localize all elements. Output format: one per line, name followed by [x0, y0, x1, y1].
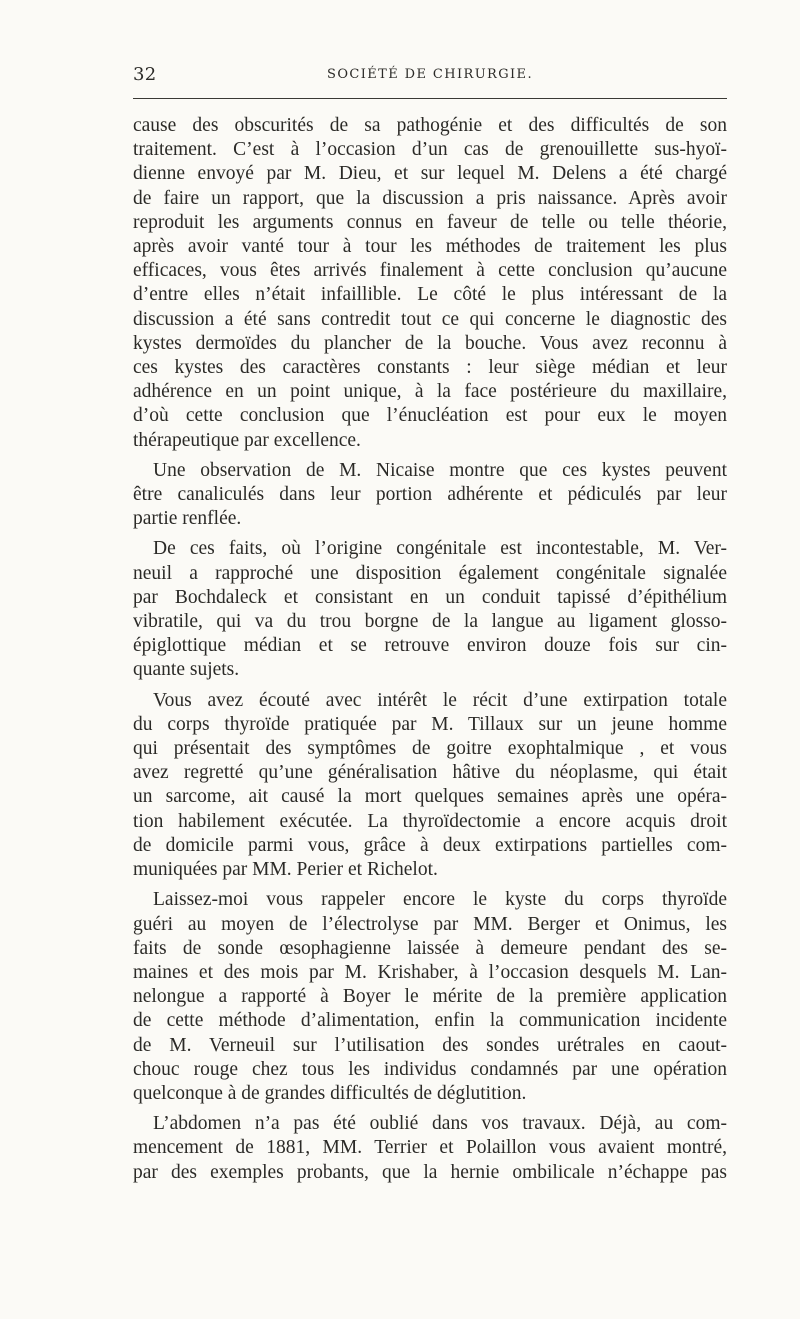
text-line: de M. Verneuil sur l’utilisation des sondes urétrales en caout-	[133, 1034, 727, 1056]
text-line: faits de sonde œsophagienne laissée à demeure pendant des se-	[133, 937, 727, 959]
paragraph	[133, 689, 727, 883]
text-line: partie renflée.	[133, 508, 242, 530]
text-line: épiglottique médian et se retrouve environ douze fois sur cin-	[133, 635, 727, 657]
paragraph	[133, 537, 727, 682]
text-line: un sarcome, ait causé la mort quelques semaines après une opéra-	[133, 786, 727, 808]
text-line: par des exemples probants, que la hernie ombilicale n’échappe pas	[133, 1161, 727, 1183]
text-line: vibratile, qui va du trou borgne de la langue au ligament glosso-	[133, 611, 727, 633]
text-line: traitement. C’est à l’occasion d’un cas de grenouillette sus-hyoï-	[133, 139, 727, 161]
page-number: 32	[133, 64, 157, 85]
page-header	[133, 60, 727, 90]
text-line: muniquées par MM. Perier et Richelot.	[133, 859, 438, 881]
text-line: tion habilement exécutée. La thyroïdectomie a encore acquis droit	[133, 810, 727, 832]
text-line: Vous avez écouté avec intérêt le récit d’une extirpation totale	[153, 689, 727, 711]
text-line: par Bochdaleck et consistant en un conduit tapissé d’épithélium	[133, 586, 727, 608]
text-line: neuil a rapproché une disposition également congénitale signalée	[133, 562, 727, 584]
text-line: thérapeutique par excellence.	[133, 429, 361, 451]
text-line: avez regretté qu’une généralisation hâtive du néoplasme, qui était	[133, 762, 727, 784]
text-line: de faire un rapport, que la discussion a pris naissance. Après avoir	[133, 187, 727, 209]
text-line: mencement de 1881, MM. Terrier et Polaillon vous avaient montré,	[133, 1137, 727, 1159]
text-line: de domicile parmi vous, grâce à deux extirpations partielles com-	[133, 834, 727, 856]
text-line: après avoir vanté tour à tour les méthodes de traitement les plus	[133, 236, 727, 258]
text-line: kystes dermoïdes du plancher de la bouche. Vous avez reconnu à	[133, 332, 727, 354]
text-line: De ces faits, où l’origine congénitale est incontestable, M. Ver-	[153, 538, 727, 560]
text-line: maines et des mois par M. Krishaber, à l’occasion desquels M. Lan-	[133, 961, 727, 983]
text-line: nelongue a rapporté à Boyer le mérite de la première application	[133, 986, 727, 1008]
text-line: Laissez-moi vous rappeler encore le kyste du corps thyroïde	[153, 889, 727, 911]
text-line: reproduit les arguments connus en faveur de telle ou telle théorie,	[133, 211, 727, 233]
paragraph	[133, 1112, 727, 1185]
text-line: quante sujets.	[133, 659, 240, 681]
text-line: discussion a été sans contredit tout ce qui concerne le diagnostic des	[133, 308, 727, 330]
text-line: cause des obscurités de sa pathogénie et des difficultés de son	[133, 115, 727, 136]
text-line: efficaces, vous êtes arrivés finalement à cette conclusion qu’aucune	[133, 260, 727, 282]
paragraph	[133, 888, 727, 1106]
text-line: adhérence en un point unique, à la face postérieure du maxillaire,	[133, 381, 727, 403]
text-line: être canaliculés dans leur portion adhérente et pédiculés par leur	[133, 484, 727, 506]
text-line: chouc rouge chez tous les individus condamnés par une opération	[133, 1058, 727, 1080]
paragraph	[133, 459, 727, 532]
text-line: d’où cette conclusion que l’énucléation est pour eux le moyen	[133, 405, 727, 427]
paragraph	[133, 114, 727, 453]
text-line: qui présentait des symptômes de goitre exophtalmique , et vous	[133, 738, 727, 760]
text-line: du corps thyroïde pratiquée par M. Tillaux sur un jeune homme	[133, 713, 727, 735]
text-line: L’abdomen n’a pas été oublié dans vos travaux. Déjà, au com-	[153, 1113, 727, 1135]
text-line: quelconque à de grandes difficultés de déglutition.	[133, 1082, 527, 1104]
header-rule	[133, 98, 727, 99]
text-line: guéri au moyen de l’électrolyse par MM. Berger et Onimus, les	[133, 913, 727, 935]
body-text	[133, 114, 727, 1191]
text-line: de cette méthode d’alimentation, enfin la communication incidente	[133, 1010, 727, 1032]
text-line: Une observation de M. Nicaise montre que ces kystes peuvent	[153, 459, 727, 481]
running-title: SOCIÉTÉ DE CHIRURGIE.	[327, 67, 533, 82]
text-line: d’entre elles n’était infaillible. Le côté le plus intéressant de la	[133, 284, 727, 306]
text-line: dienne envoyé par M. Dieu, et sur lequel M. Delens a été chargé	[133, 163, 727, 185]
text-line: ces kystes des caractères constants : leur siège médian et leur	[133, 357, 727, 379]
